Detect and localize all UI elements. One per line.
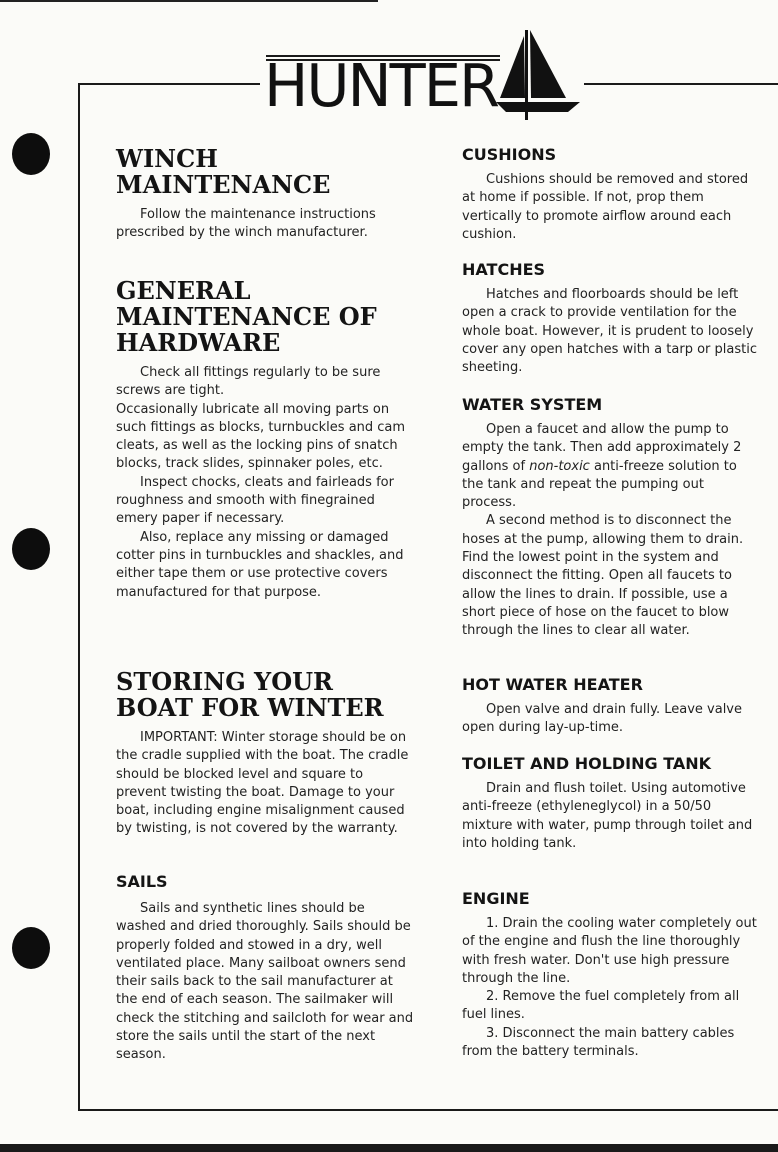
text-run: Open a faucet and allow the pump to empty the tank. Then add approximately 2 gallons of: [462, 422, 742, 474]
body-paragraph: Also, replace any missing or damaged cotter pins in turnbuckles and shackles, and either tape them or use protective covers manufactured for that purpose.: [116, 529, 404, 600]
body-paragraph: A second method is to disconnect the hoses at the pump, allowing them to drain. Find the lowest point in the system and disconnect the fitting. Open all faucets to allow the lines to drain. If possible, use a short piece of hose on the faucet to blow through the lines to clear all water.: [462, 513, 744, 639]
section-title: SAILS: [116, 872, 168, 891]
body-paragraph: Sails and synthetic lines should be washed and dried thoroughly. Sails should be properly folded and stowed in a dry, well ventilated place. Many sailboat owners send their sails back to the sail manufacturer at the end of each season. The sailmaker will check the stitching and sailcloth for wear and store the sails until the start of the next season.: [116, 901, 414, 1063]
binder-hole-icon: [12, 528, 50, 570]
section-hot-water-heater: [462, 675, 762, 738]
header-rule-left: [78, 83, 260, 85]
section-title: WATER SYSTEM: [462, 395, 603, 414]
page-border-left: [78, 83, 80, 1111]
binder-hole-icon: [12, 927, 50, 969]
top-edge-line: [0, 0, 378, 2]
body-paragraph: 1. Drain the cooling water completely out of the engine and flush the line thoroughly with fresh water. Don't use high pressure through the line.: [462, 916, 757, 986]
binder-hole-icon: [12, 133, 50, 175]
section-title: CUSHIONS: [462, 145, 557, 164]
section-general-maintenance: [116, 278, 416, 602]
body-paragraph: 3. Disconnect the main battery cables from the battery terminals.: [462, 1025, 735, 1060]
section-title: HOT WATER HEATER: [462, 675, 643, 694]
section-winch-maintenance: [116, 146, 416, 243]
body-paragraph: Hatches and floorboards should be left open a crack to provide ventilation for the whole boat. However, it is prudent to loosely cover any open hatches with a tarp or plastic sheeting.: [462, 287, 757, 376]
section-sails: [116, 872, 416, 1065]
hunter-logo: [262, 28, 582, 128]
body-paragraph: Inspect chocks, cleats and fairleads for roughness and smooth with finegrained emery paper if necessary.: [116, 474, 394, 527]
brand-name: HUNTER: [264, 51, 498, 120]
sailboat-icon: [494, 28, 582, 128]
scan-bottom-band: [0, 1144, 778, 1152]
section-storing-boat: [116, 669, 416, 839]
section-title: TOILET AND HOLDING TANK: [462, 754, 712, 773]
section-title: HATCHES: [462, 260, 546, 279]
section-title: ENGINE: [462, 889, 530, 908]
header-rule-right: [584, 83, 778, 85]
section-title: STORING YOUR BOAT FOR WINTER: [116, 667, 384, 722]
text-run: anti-freeze solution to the tank and repeat the pumping out process.: [462, 458, 737, 511]
body-paragraph: 2. Remove the fuel completely from all fuel lines.: [462, 989, 740, 1023]
body-paragraph: Cushions should be removed and stored at home if possible. If not, prop them vertically to promote airflow around each cushion.: [462, 172, 749, 242]
body-paragraph: Occasionally lubricate all moving parts on such fittings as blocks, turnbuckles and cam cleats, as well as the locking pins of snatch blocks, track slides, spinnaker poles, etc.: [116, 401, 406, 472]
emphasis-text: non-toxic: [529, 458, 590, 474]
section-title: GENERAL MAINTENANCE OF HARDWARE: [116, 276, 377, 357]
section-hatches: [462, 260, 762, 377]
section-cushions: [462, 145, 762, 244]
section-water-system: [462, 395, 762, 641]
section-engine: [462, 889, 762, 1061]
section-title: WINCH MAINTENANCE: [116, 144, 331, 199]
body-paragraph: IMPORTANT: Winter storage should be on the cradle supplied with the boat. The cradle should be blocked level and square to prevent twisting the boat. Damage to your boat, including engine misalignment caused by twisting, is not covered by the warranty.: [116, 730, 409, 837]
body-paragraph: Check all fittings regularly to be sure screws are tight.: [116, 365, 381, 399]
body-paragraph: Open valve and drain fully. Leave valve open during lay-up-time.: [462, 702, 742, 736]
body-paragraph: [462, 421, 762, 512]
body-paragraph: Follow the maintenance instructions prescribed by the winch manufacturer.: [116, 207, 376, 241]
page-border-bottom: [78, 1109, 778, 1111]
body-paragraph: Drain and flush toilet. Using automotive anti-freeze (ethyleneglycol) in a 50/50 mixture with water, pump through toilet and into holding tank.: [462, 781, 753, 851]
section-toilet-holding-tank: [462, 754, 762, 853]
